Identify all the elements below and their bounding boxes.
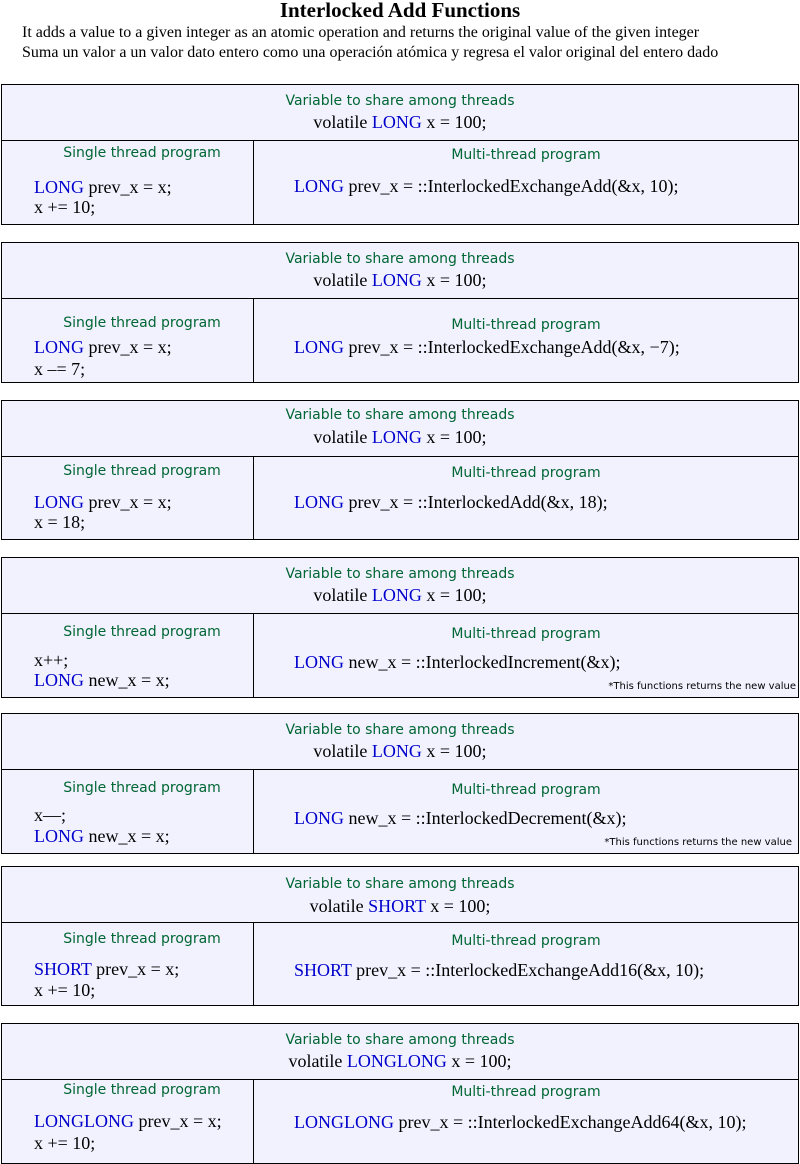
variable-assignment: x = 100; [425,896,491,916]
variable-declaration: volatile LONG x = 100; [313,585,487,605]
multi-thread-cell [254,141,798,224]
variable-header: Variable to share among threads [285,566,515,582]
variable-type: LONG [371,585,422,605]
multi-thread-header: Multi-thread program [451,782,601,798]
code-text: prev_x = x; [133,1111,222,1131]
single-thread-cell [2,299,254,382]
single-thread-line-1 [34,492,172,512]
description-spanish: Suma un valor a un valor dato entero como una operación atómica y regresa el valor original del entero dado [22,44,719,61]
single-thread-cell [2,770,254,853]
variable-header: Variable to share among threads [285,722,515,738]
code-text: prev_x = x; [84,492,172,512]
code-text: new_x = x; [84,670,170,690]
variable-type: LONG [371,741,422,761]
code-text: prev_x = ::InterlockedExchangeAdd16(&x, 10); [351,960,705,980]
variable-assignment: x = 100; [421,585,487,605]
single-thread-header: Single thread program [63,145,221,161]
code-text: prev_x = x; [84,337,172,357]
code-text: x –= 7; [34,359,86,379]
single-thread-cell [2,1080,254,1163]
code-keyword: LONG [294,492,344,512]
multi-thread-cell [254,923,798,1005]
code-keyword: LONGLONG [294,1112,394,1132]
single-thread-cell [2,141,254,224]
multi-thread-header: Multi-thread program [451,626,601,642]
variable-type: LONG [371,427,422,447]
single-thread-header: Single thread program [63,1082,221,1098]
multi-thread-line [294,960,704,980]
variable-type: LONG [371,112,422,132]
code-keyword: LONG [294,652,344,672]
single-thread-header: Single thread program [63,780,221,796]
code-keyword: SHORT [34,959,92,979]
function-block-exchange-add-negative [1,242,799,383]
single-thread-header: Single thread program [63,931,221,947]
function-block-exchange-add64 [1,1023,799,1164]
code-keyword: LONG [294,176,344,196]
single-thread-line-1 [34,1111,222,1131]
code-text: prev_x = ::InterlockedExchangeAdd(&x, 10); [344,176,679,196]
code-keyword: LONG [34,492,84,512]
code-text: prev_x = ::InterlockedExchangeAdd64(&x, 10); [393,1112,747,1132]
shared-variable-section [2,558,798,614]
code-keyword: LONG [34,670,84,690]
variable-assignment: x = 100; [421,741,487,761]
single-thread-line-2 [34,980,95,1000]
multi-thread-line [294,652,621,672]
code-keyword: LONG [34,826,84,846]
single-thread-line-2 [34,359,85,379]
description-english: It adds a value to a given integer as an atomic operation and returns the original value of the given integer [22,24,700,41]
shared-variable-section [2,714,798,770]
code-text: new_x = x; [84,826,170,846]
code-keyword: LONGLONG [34,1111,134,1131]
variable-header: Variable to share among threads [285,876,515,892]
variable-declaration: volatile LONGLONG x = 100; [288,1051,512,1071]
variable-assignment: x = 100; [421,427,487,447]
code-text: prev_x = ::InterlockedExchangeAdd(&x, −7); [344,337,680,357]
multi-thread-line [294,492,608,512]
function-block-increment [1,557,799,698]
single-thread-line-2 [34,512,85,532]
code-text: x += 10; [34,1133,96,1153]
function-block-decrement [1,713,799,854]
multi-thread-cell [254,457,798,539]
code-text: x = 18; [34,512,86,532]
function-block-exchange-add16 [1,866,799,1006]
single-thread-line-1 [34,650,68,670]
single-thread-line-1 [34,177,172,197]
code-text: prev_x = x; [91,959,180,979]
variable-type: SHORT [368,896,426,916]
shared-variable-section [2,243,798,299]
multi-thread-line [294,808,627,828]
code-text: prev_x = ::InterlockedAdd(&x, 18); [344,492,608,512]
code-text: new_x = ::InterlockedDecrement(&x); [344,808,627,828]
single-thread-line-1 [34,805,66,825]
single-thread-cell [2,457,254,539]
multi-thread-header: Multi-thread program [451,465,601,481]
variable-declaration: volatile LONG x = 100; [313,270,487,290]
variable-header: Variable to share among threads [285,407,515,423]
code-keyword: LONG [34,177,84,197]
variable-assignment: x = 100; [421,270,487,290]
multi-thread-header: Multi-thread program [451,147,601,163]
variable-assignment: x = 100; [446,1051,512,1071]
variable-header: Variable to share among threads [285,251,515,267]
single-thread-line-2 [34,197,95,217]
multi-thread-header: Multi-thread program [451,1084,601,1100]
code-text: x––; [34,805,67,825]
code-keyword: LONG [294,337,344,357]
multi-thread-cell [254,770,798,853]
single-thread-cell [2,923,254,1005]
return-note: *This functions returns the new value [608,681,796,692]
shared-variable-section [2,401,798,457]
multi-thread-cell [254,1080,798,1163]
variable-type: LONGLONG [346,1051,447,1071]
multi-thread-header: Multi-thread program [451,317,601,333]
multi-thread-line [294,176,679,196]
variable-header: Variable to share among threads [285,1032,515,1048]
function-block-interlocked-add [1,400,799,540]
variable-declaration: volatile LONG x = 100; [313,112,487,132]
single-thread-header: Single thread program [63,463,221,479]
function-block-exchange-add [1,84,799,225]
shared-variable-section [2,1024,798,1080]
page-title: Interlocked Add Functions [279,0,521,22]
single-thread-line-2 [34,826,170,846]
return-note: *This functions returns the new value [604,837,792,848]
single-thread-header: Single thread program [63,624,221,640]
code-text: new_x = ::InterlockedIncrement(&x); [344,652,621,672]
multi-thread-line [294,1112,747,1132]
code-keyword: LONG [34,337,84,357]
variable-header: Variable to share among threads [285,93,515,109]
shared-variable-section [2,867,798,923]
single-thread-header: Single thread program [63,315,221,331]
variable-declaration: volatile SHORT x = 100; [309,896,491,916]
code-text: x += 10; [34,980,96,1000]
single-thread-line-2 [34,1133,95,1153]
variable-declaration: volatile LONG x = 100; [313,741,487,761]
single-thread-line-2 [34,670,170,690]
code-text: x++; [34,650,69,670]
single-thread-cell [2,614,254,697]
multi-thread-header: Multi-thread program [451,933,601,949]
multi-thread-line [294,337,680,357]
single-thread-line-1 [34,959,179,979]
code-text: prev_x = x; [84,177,172,197]
variable-type: LONG [371,270,422,290]
code-text: x += 10; [34,197,96,217]
single-thread-line-1 [34,337,172,357]
shared-variable-section [2,85,798,141]
code-keyword: LONG [294,808,344,828]
code-keyword: SHORT [294,960,352,980]
multi-thread-cell [254,614,798,697]
variable-assignment: x = 100; [421,112,487,132]
multi-thread-cell [254,299,798,382]
variable-declaration: volatile LONG x = 100; [313,427,487,447]
